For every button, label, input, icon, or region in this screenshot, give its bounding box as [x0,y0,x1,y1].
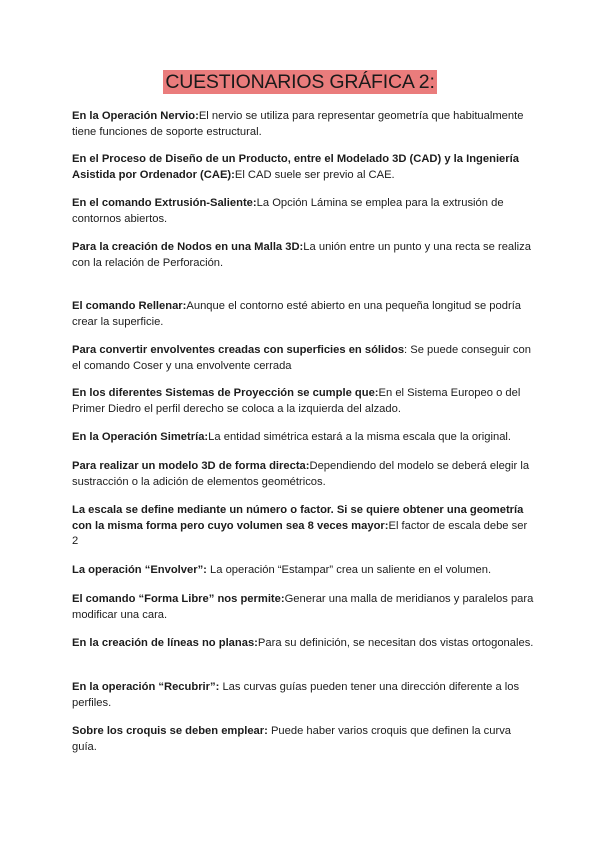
answer-text: La operación “Estampar” crea un saliente en el volumen. [206,564,492,576]
question-item-3 [72,196,534,227]
question-item-8 [72,430,534,446]
answer-text: Puede haber varios croquis que definen la curva guía. [72,725,512,753]
question-label: El comando Rellenar: [72,300,187,312]
question-item-11 [72,563,534,579]
question-label: La operación “Envolver”: [72,564,207,576]
answer-text: El nervio se utiliza para representar geometría que habitualmente tiene funciones de soporte estructural. [72,110,524,138]
question-label: En el Proceso de Diseño de un Producto, entre el Modelado 3D (CAD) y la Ingeniería Asistida por Ordenador (CAE): [72,153,519,181]
question-item-7 [72,386,534,417]
question-item-10 [72,503,534,550]
document-title: CUESTIONARIOS GRÁFICA 2: [165,71,435,93]
answer-text: Para su definición, se necesitan dos vistas ortogonales. [257,637,534,649]
question-item-15 [72,724,534,755]
question-item-13 [72,636,534,652]
answer-text: Dependiendo del modelo se deberá elegir la sustracción o la adición de elementos geométricos. [72,460,530,488]
question-label: La escala se define mediante un número o factor. Si se quiere obtener una geometría con la misma forma pero cuyo volumen sea 8 veces mayor: [72,504,524,532]
question-item-4 [72,240,534,271]
answer-text: La entidad simétrica estará a la misma escala que la original. [208,431,512,443]
answer-text: El factor de escala debe ser 2 [72,519,528,548]
question-item-5 [72,299,534,330]
question-label: Para la creación de Nodos en una Malla 3D: [72,241,304,253]
title-container [0,70,600,94]
question-item-1 [72,109,534,140]
question-label: El comando “Forma Libre” nos permite: [72,593,285,605]
question-label: En el comando Extrusión-Saliente: [72,197,257,209]
question-label: En la Operación Nervio: [72,110,199,122]
question-item-12 [72,592,534,623]
question-label: Sobre los croquis se deben emplear: [72,725,268,737]
question-item-2 [72,152,534,183]
question-label: En la operación “Recubrir”: [72,681,220,693]
question-item-14 [72,680,534,711]
question-item-9 [72,459,534,490]
answer-text: El CAD suele ser previo al CAE. [234,168,395,181]
answer-text: La Opción Lámina se emplea para la extrusión de contornos abiertos. [72,197,504,225]
question-label: En la Operación Simetría: [72,431,209,443]
answer-text: La unión entre un punto y una recta se realiza con la relación de Perforación. [72,241,531,269]
answer-text: : Se puede conseguir con el comando Coser y una envolvente cerrada [72,344,531,372]
answer-text: Aunque el contorno esté abierto en una pequeña longitud se podría crear la superficie. [72,300,522,328]
question-item-6 [72,343,534,374]
question-label: En los diferentes Sistemas de Proyección se cumple que: [72,387,379,399]
question-label: En la creación de líneas no planas: [72,637,258,649]
answer-text: Generar una malla de meridianos y paralelos para modificar una cara. [72,593,534,621]
answer-text: En el Sistema Europeo o del Primer Diedro el perfil derecho se coloca a la izquierda del alzado. [72,387,521,415]
question-label: Para realizar un modelo 3D de forma directa: [72,460,310,472]
question-label: Para convertir envolventes creadas con superficies en sólidos [72,344,405,356]
answer-text: Las curvas guías pueden tener una dirección diferente a los perfiles. [72,681,520,709]
